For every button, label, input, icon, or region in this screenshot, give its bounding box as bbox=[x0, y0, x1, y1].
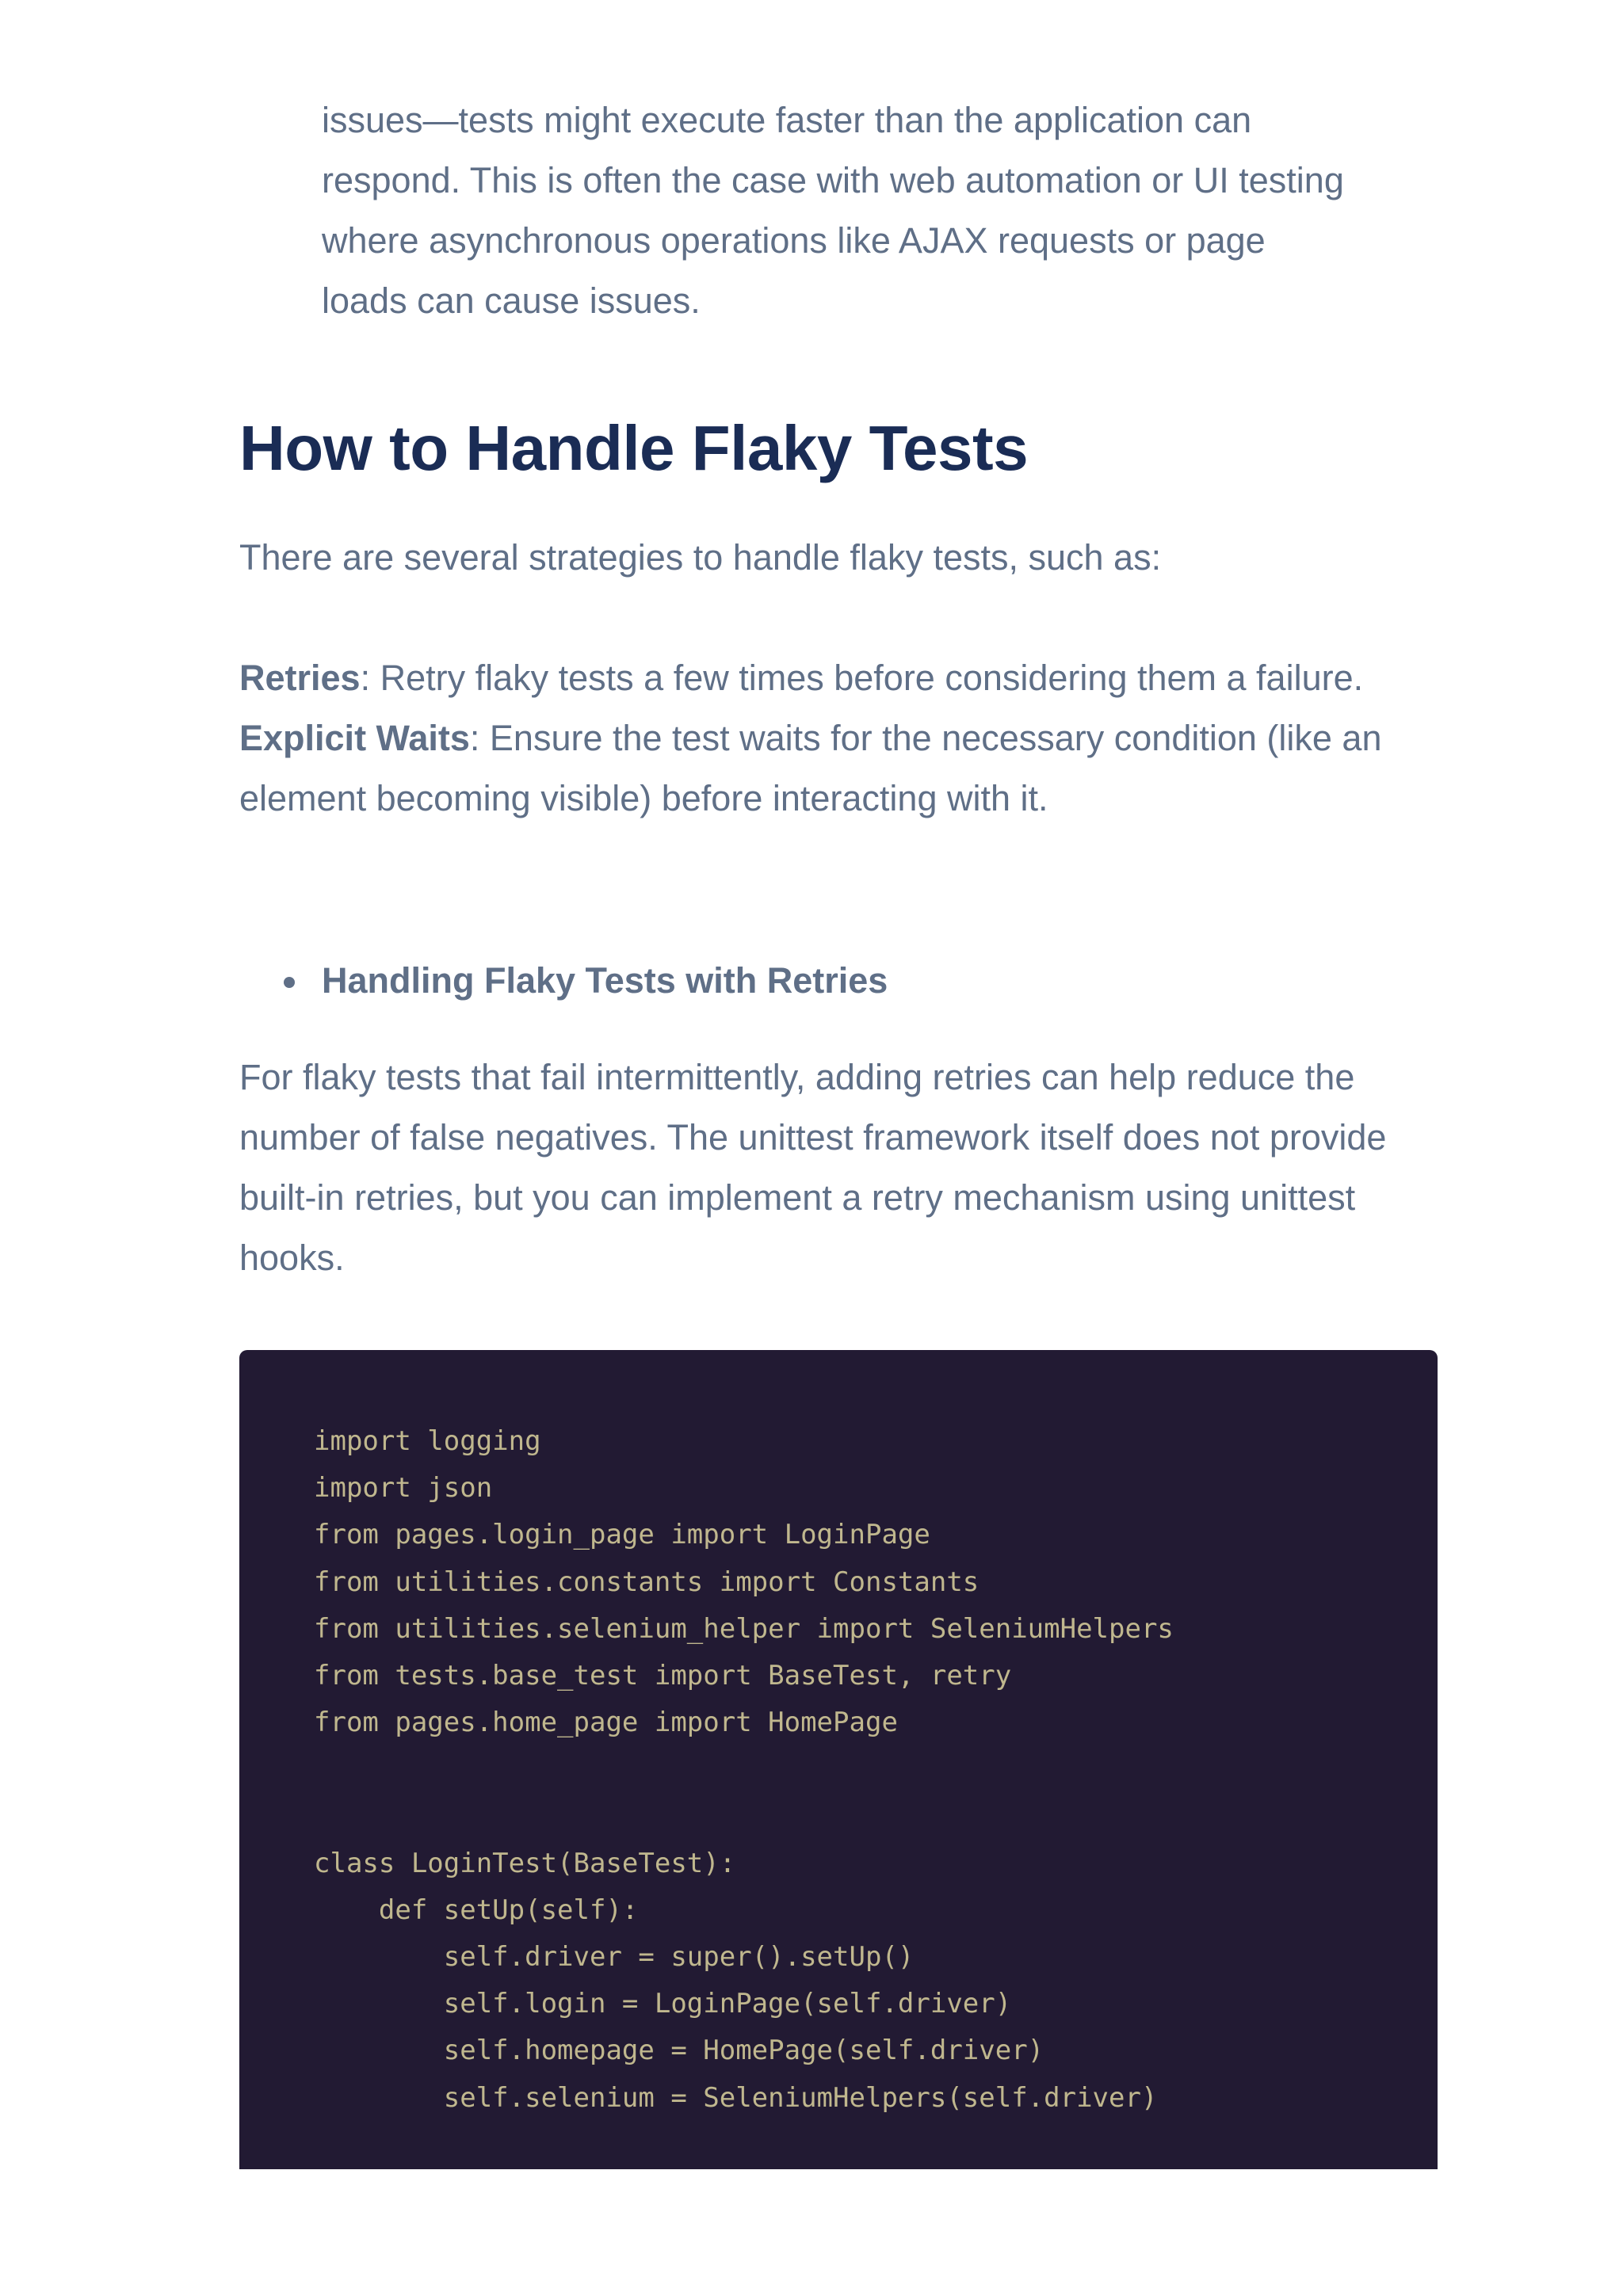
code-block[interactable] bbox=[239, 1350, 1438, 2169]
intro-line: loads can cause issues. bbox=[322, 280, 701, 321]
bullet-item bbox=[239, 951, 888, 1011]
code-line: from pages.home_page import HomePage bbox=[314, 1707, 898, 1739]
code-line: from tests.base_test import BaseTest, retry bbox=[314, 1659, 1012, 1691]
strategy-term: Explicit Waits bbox=[239, 718, 470, 758]
strategies-list bbox=[239, 648, 1438, 829]
intro-paragraph-continuation bbox=[322, 90, 1447, 331]
code-line: def setUp(self): bbox=[314, 1894, 639, 1926]
bullet-dot-icon bbox=[284, 977, 295, 988]
section-heading: How to Handle Flaky Tests bbox=[239, 413, 1029, 483]
strategy-retries bbox=[239, 648, 1438, 708]
intro-line: respond. This is often the case with web automation or UI testing bbox=[322, 160, 1344, 200]
bullet-list bbox=[239, 951, 888, 1011]
retry-paragraph: For flaky tests that fail intermittently, adding retries can help reduce the number of false negatives. The unittest framework itself does not provide built-in retries, but you can implement a retry mechanism using unittest hooks. bbox=[239, 1057, 1387, 1278]
code-line: import json bbox=[314, 1472, 493, 1505]
intro-line: where asynchronous operations like AJAX requests or page bbox=[322, 220, 1266, 261]
code-line: self.driver = super().setUp() bbox=[314, 1941, 915, 1974]
code-line: class LoginTest(BaseTest): bbox=[314, 1847, 736, 1879]
intro-line: issues—tests might execute faster than the application can bbox=[322, 100, 1252, 140]
code-line: self.login = LoginPage(self.driver) bbox=[314, 1988, 1012, 2020]
code-line-blank bbox=[314, 1746, 1438, 1793]
code-line: self.selenium = SeleniumHelpers(self.driver) bbox=[314, 2081, 1158, 2114]
strategy-description: : Retry flaky tests a few times before considering them a failure. bbox=[360, 658, 1364, 698]
strategy-explicit-waits bbox=[239, 708, 1438, 829]
strategy-term: Retries bbox=[239, 658, 361, 698]
code-line: from utilities.selenium_helper import SeleniumHelpers bbox=[314, 1612, 1174, 1645]
code-line: import logging bbox=[314, 1425, 541, 1457]
code-line: from pages.login_page import LoginPage bbox=[314, 1519, 930, 1551]
strategy-description: : Ensure the test waits for the necessary condition (like an element becoming visible) before interacting with it. bbox=[239, 718, 1382, 818]
code-line: self.homepage = HomePage(self.driver) bbox=[314, 2035, 1044, 2067]
code-line-blank bbox=[314, 1794, 1438, 1840]
bullet-item-label: Handling Flaky Tests with Retries bbox=[322, 960, 888, 1001]
code-line: from utilities.constants import Constants bbox=[314, 1566, 980, 1598]
lead-paragraph: There are several strategies to handle flaky tests, such as: bbox=[239, 537, 1162, 578]
